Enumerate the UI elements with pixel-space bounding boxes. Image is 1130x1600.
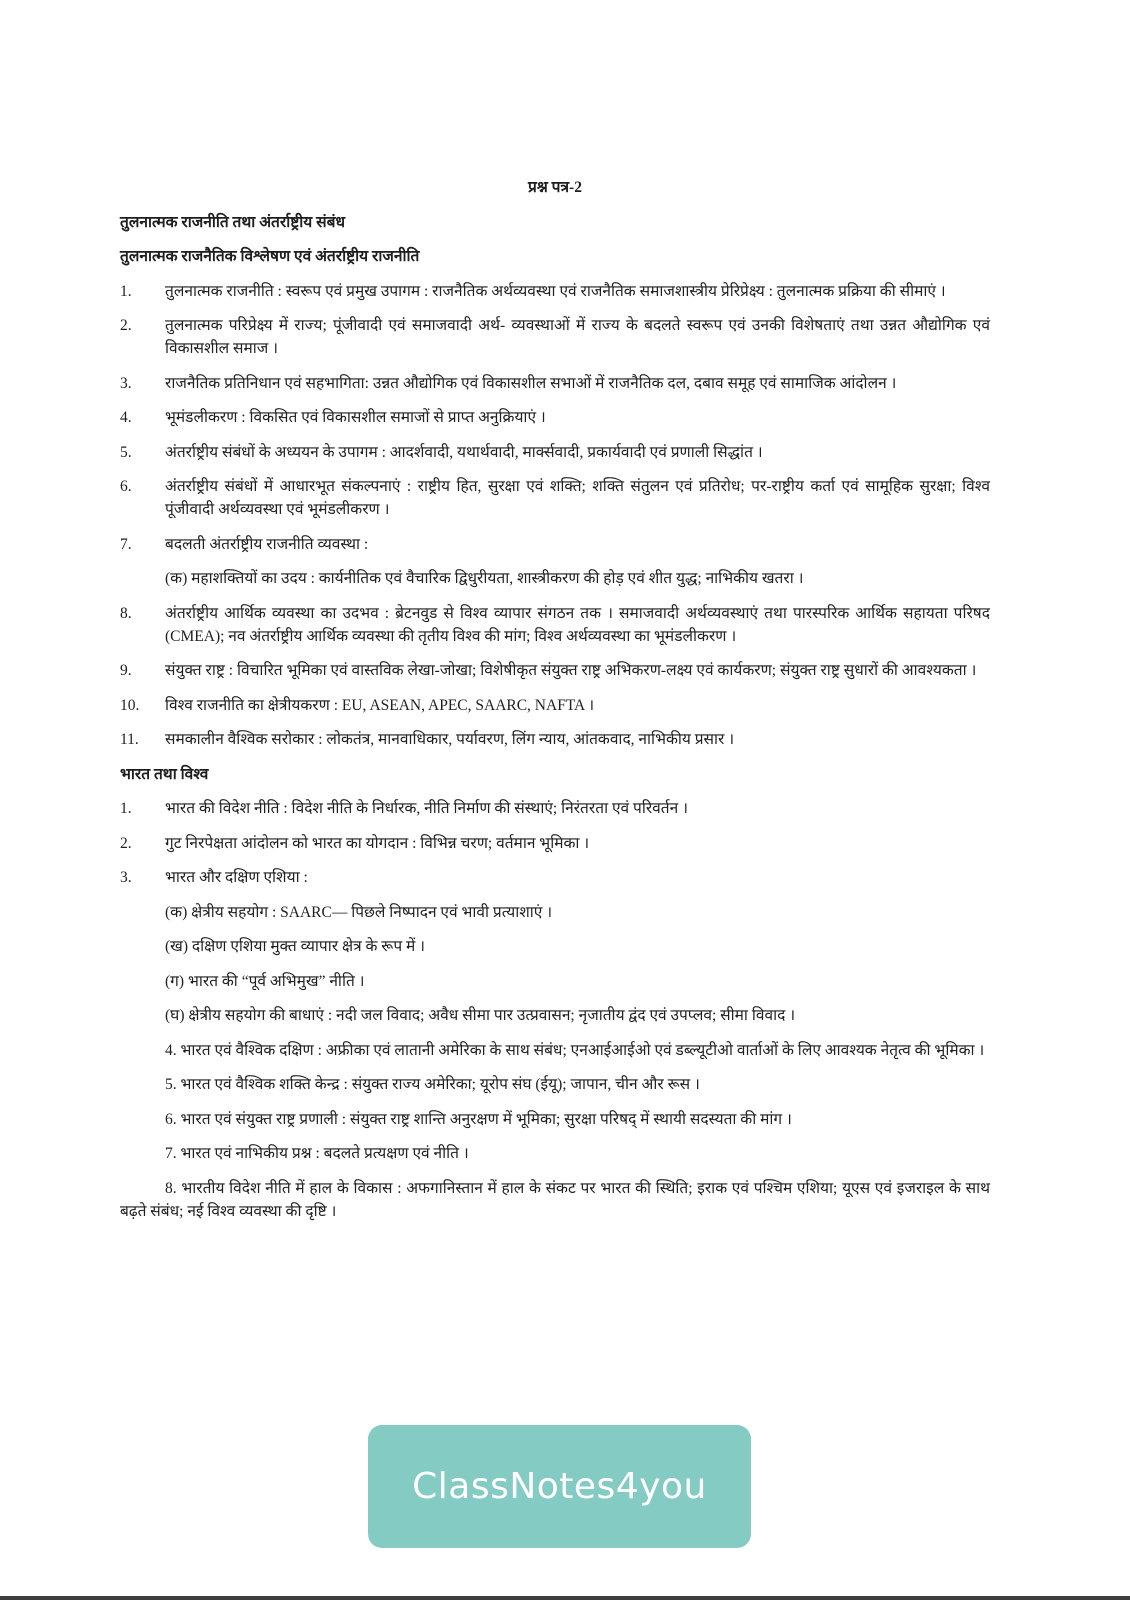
list-item <box>120 866 990 889</box>
sub-item <box>120 901 990 924</box>
watermark-text: ClassNotes4you <box>412 1466 707 1507</box>
item-text: तुलनात्मक परिप्रेक्ष्य में राज्य; पूंजीवादी एवं समाजवादी अर्थ- व्यवस्थाओं में राज्य के बदलते स्वरूप एवं उनकी विशेषताएं तथा उन्नत औद्योगिक एवं विकासशील समाज । <box>165 317 990 357</box>
sub-item-text: महाशक्तियों का उदय : कार्यनीतिक एवं वैचारिक द्विधुरीयता, शास्त्रीकरण की होड़ एवं शीत युद्ध; नाभिकीय खतरा । <box>191 570 804 587</box>
item-number: 10. <box>120 696 140 714</box>
item-text: भारतीय विदेश नीति में हाल के विकास : अफगानिस्तान में हाल के संकट पर भारत की स्थिति; इराक एवं पश्चिम एशिया; यूएस एवं इजराइल के साथ बढ़ते संबंध; नई विश्व व्यवस्था की दृष्टि । <box>120 1179 990 1220</box>
list-paragraph <box>120 1108 990 1131</box>
list-item <box>120 602 990 648</box>
list-item <box>120 659 990 682</box>
item-number: 1. <box>120 800 132 817</box>
sub-item-label: (ख) <box>165 938 189 955</box>
list-item <box>120 694 990 717</box>
sub-item <box>120 1004 990 1027</box>
sub-item-text: क्षेत्रीय सहयोग : SAARC— पिछले निष्पादन एवं भावी प्रत्याशाएं । <box>191 903 553 921</box>
section-a <box>120 245 990 751</box>
section-b-heading: भारत तथा विश्व <box>120 765 209 783</box>
item-number: 7. <box>165 1145 177 1162</box>
list-paragraph <box>120 1073 990 1096</box>
item-number: 1. <box>120 282 132 300</box>
sub-item-label: (क) <box>165 570 188 587</box>
item-number: 4. <box>165 1041 177 1059</box>
list-paragraph <box>120 1177 990 1223</box>
sub-item-text: दक्षिण एशिया मुक्त व्यापार क्षेत्र के रूप में । <box>191 938 426 955</box>
sub-item-text: क्षेत्रीय सहयोग की बाधाएं : नदी जल विवाद; अवैध सीमा पार उत्प्रवासन; नृजातीय द्वंद एवं उपप्लव; सीमा विवाद । <box>188 1007 796 1024</box>
list-item <box>120 728 990 751</box>
item-number: 2. <box>120 834 132 852</box>
item-number: 4. <box>120 409 132 426</box>
item-number: 3. <box>120 374 132 392</box>
sub-item-label: (घ) <box>165 1007 185 1024</box>
paper-title: प्रश्न पत्र-2 <box>528 179 582 196</box>
item-text: समकालीन वैश्विक सरोकार : लोकतंत्र, मानवाधिकार, पर्यावरण, लिंग न्याय, आंतकवाद, नाभिकीय प्रसार । <box>165 731 735 748</box>
list-item <box>120 280 990 303</box>
item-number: 6. <box>120 478 132 495</box>
item-text: अंतर्राष्ट्रीय आर्थिक व्यवस्था का उदभव : ब्रेटनवुड से विश्व व्यापार संगठन तक । समाजवादी अर्थव्यवस्थाएं तथा पारस्परिक आर्थिक सहायता परिषद (CMEA); नव अंतर्राष्ट्रीय आर्थिक व्यवस्था की तृतीय विश्व की मांग; विश्व अर्थव्यवस्था का भूमंडलीकरण । <box>165 604 990 645</box>
item-number: 9. <box>120 662 132 679</box>
item-text: भारत की विदेश नीति : विदेश नीति के निर्धारक, नीति निर्माण की संस्थाएं; निरंतरता एवं परिवर्तन । <box>165 800 688 817</box>
list-item <box>120 797 990 820</box>
item-text: भारत एवं संयुक्त राष्ट्र प्रणाली : संयुक्त राष्ट्र शान्ति अनुरक्षण में भूमिका; सुरक्षा परिषद् में स्थायी सदस्यता की मांग । <box>180 1110 792 1128</box>
item-number: 3. <box>120 869 132 886</box>
item-text: बदलती अंतर्राष्ट्रीय राजनीति व्यवस्था : <box>165 535 369 553</box>
item-number: 8. <box>165 1179 177 1197</box>
item-number: 5. <box>165 1076 177 1093</box>
subject-heading: तुलनात्मक राजनीति तथा अंतर्राष्ट्रीय संबंध <box>120 213 346 231</box>
item-number: 8. <box>120 604 132 622</box>
item-text: विश्व राजनीति का क्षेत्रीयकरण : EU, ASEAN, APEC, SAARC, NAFTA । <box>165 696 595 714</box>
item-number: 5. <box>120 443 132 461</box>
sub-item-label: (ग) <box>165 972 185 990</box>
item-text: भारत और दक्षिण एशिया : <box>165 869 308 886</box>
item-text: भारत एवं नाभिकीय प्रश्न : बदलते प्रत्यक्षण एवं नीति । <box>180 1145 469 1162</box>
classnotes4you-watermark <box>368 1425 751 1548</box>
document-body <box>120 176 990 1234</box>
section-b <box>120 763 990 1223</box>
list-item <box>120 441 990 464</box>
page-bottom-edge <box>0 1596 1130 1600</box>
item-text: भारत एवं वैश्विक दक्षिण : अफ्रीका एवं लातानी अमेरिका के साथ संबंध; एनआईआईओ एवं डब्ल्यूटीओ वार्ताओं के लिए आवश्यक नेतृत्व की भूमिका । <box>180 1041 985 1059</box>
item-text: भूमंडलीकरण : विकसित एवं विकासशील समाजों से प्राप्त अनुक्रियाएं । <box>165 409 546 426</box>
item-number: 2. <box>120 317 132 334</box>
list-item <box>120 475 990 521</box>
item-text: तुलनात्मक राजनीति : स्वरूप एवं प्रमुख उपागम : राजनैतिक अर्थव्यवस्था एवं राजनैतिक समाजशास्त्रीय प्रेरिप्रेक्ष्य : तुलनात्मक प्रक्रिया की सीमाएं । <box>165 282 946 300</box>
section-a-heading: तुलनात्मक राजनैतिक विश्लेषण एवं अंतर्राष्ट्रीय राजनीति <box>120 248 420 265</box>
list-item <box>120 832 990 855</box>
list-paragraph <box>120 1039 990 1062</box>
sub-item <box>120 935 990 958</box>
list-item <box>120 533 990 556</box>
item-text: अंतर्राष्ट्रीय संबंधों के अध्ययन के उपागम : आदर्शवादी, यथार्थवादी, मार्क्सवादी, प्रकार्यवादी एवं प्रणाली सिद्धांत । <box>165 443 763 461</box>
item-text: भारत एवं वैश्विक शक्ति केन्द्र : संयुक्त राज्य अमेरिका; यूरोप संघ (ईयू); जापान, चीन और रूस । <box>180 1076 700 1093</box>
item-text: अंतर्राष्ट्रीय संबंधों में आधारभूत संकल्पनाएं : राष्ट्रीय हित, सुरक्षा एवं शक्ति; शक्ति संतुलन एवं प्रतिरोध; पर-राष्ट्रीय कर्ता एवं सामूहिक सुरक्षा; विश्व पूंजीवादी अर्थव्यवस्था एवं भूमंडलीकरण । <box>165 478 990 518</box>
sub-item <box>120 567 990 590</box>
list-item <box>120 372 990 395</box>
list-item <box>120 314 990 360</box>
item-text: संयुक्त राष्ट्र : विचारित भूमिका एवं वास्तविक लेखा-जोखा; विशेषीकृत संयुक्त राष्ट्र अभिकरण-लक्ष्य एवं कार्यकरण; संयुक्त राष्ट्र सुधारों की आवश्यकता । <box>165 662 977 679</box>
list-paragraph <box>120 1142 990 1165</box>
item-number: 6. <box>165 1110 177 1128</box>
item-number: 7. <box>120 535 132 553</box>
sub-item-text: भारत की “पूर्व अभिमुख” नीति । <box>187 972 365 990</box>
item-text: गुट निरपेक्षता आंदोलन को भारत का योगदान : विभिन्न चरण; वर्तमान भूमिका । <box>165 834 590 852</box>
sub-item-label: (क) <box>165 903 188 921</box>
sub-item <box>120 970 990 993</box>
list-item <box>120 406 990 429</box>
item-text: राजनैतिक प्रतिनिधान एवं सहभागिता: उन्नत औद्योगिक एवं विकासशील सभाओं में राजनैतिक दल, दबाव समूह एवं सामाजिक आंदोलन । <box>165 374 897 392</box>
item-number: 11. <box>120 731 139 748</box>
